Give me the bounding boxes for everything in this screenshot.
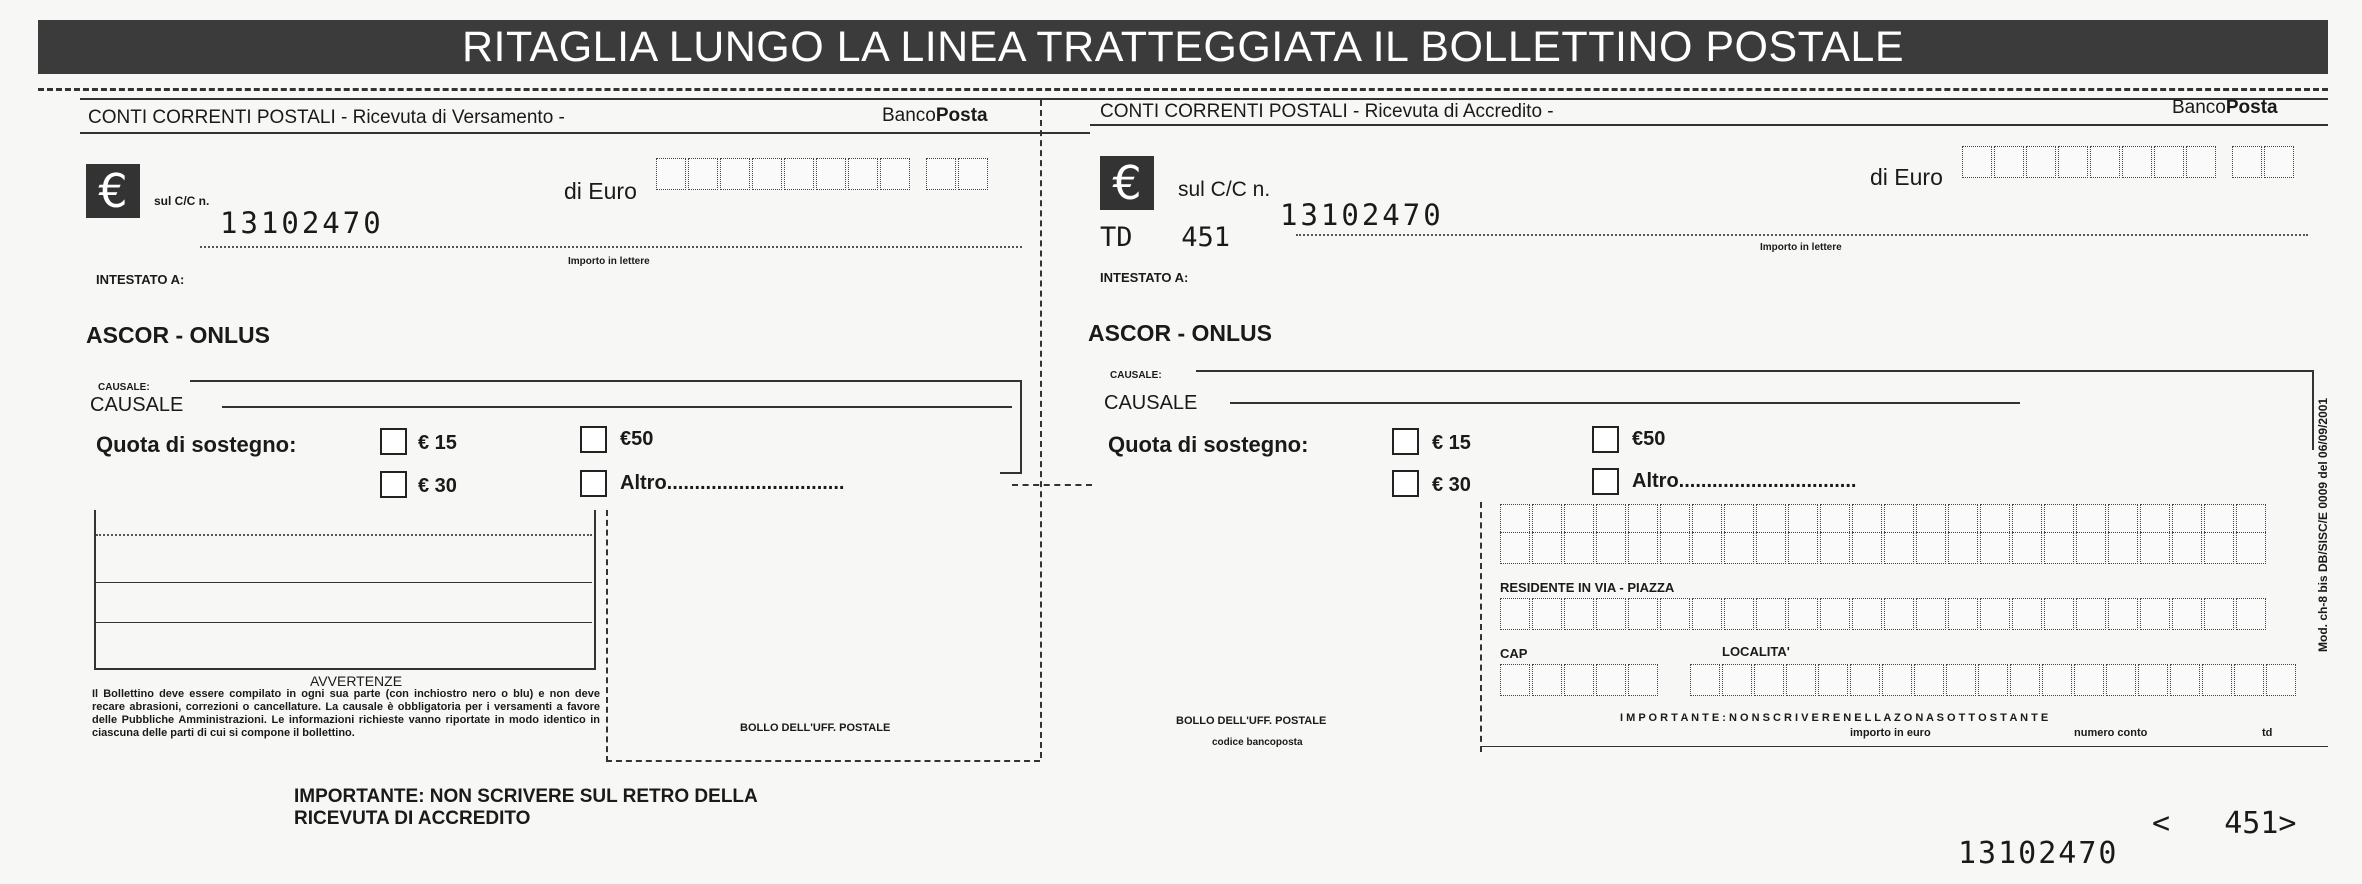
right-checkbox-15[interactable] bbox=[1392, 428, 1419, 455]
header-top-rule bbox=[80, 98, 2328, 100]
right-quota-label: Quota di sostegno: bbox=[1108, 432, 1309, 457]
right-localita-label: LOCALITA' bbox=[1722, 644, 1790, 659]
right-form-model-code: Mod. ch-8 bis DB/SISC/E 0009 del 06/09/2001 bbox=[2316, 397, 2330, 652]
cut-line bbox=[38, 88, 2328, 91]
left-checkbox-50[interactable] bbox=[580, 426, 607, 453]
left-bollo-bottom-border bbox=[606, 760, 1040, 762]
left-address-bottom bbox=[96, 668, 596, 670]
right-codice-bancoposta-label: codice bancoposta bbox=[1212, 737, 1303, 748]
right-euro-icon: € bbox=[1100, 156, 1154, 210]
right-bollo-label: BOLLO DELL'UFF. POSTALE bbox=[1176, 715, 1327, 727]
avvertenze-title: AVVERTENZE bbox=[310, 673, 403, 689]
left-importo-lettere-label: Importo in lettere bbox=[568, 256, 650, 267]
right-importo-lettere-label: Importo in lettere bbox=[1760, 242, 1842, 253]
right-option-altro: Altro................................ bbox=[1632, 470, 1857, 492]
right-cap-boxes[interactable] bbox=[1500, 664, 1660, 696]
left-intestato-label: INTESTATO A: bbox=[96, 272, 185, 287]
cut-instruction-banner: RITAGLIA LUNGO LA LINEA TRATTEGGIATA IL BOLLETTINO POSTALE bbox=[38, 20, 2328, 74]
right-header-bottom-rule bbox=[1090, 124, 2328, 126]
left-quota-label: Quota di sostegno: bbox=[96, 432, 297, 457]
left-importo-line[interactable] bbox=[200, 246, 1022, 248]
left-organization-name: ASCOR - ONLUS bbox=[86, 322, 270, 348]
right-cap-label: CAP bbox=[1500, 646, 1528, 661]
right-causale-input-line[interactable] bbox=[1230, 402, 2020, 404]
center-tick bbox=[1012, 484, 1092, 486]
left-account-number: 13102470 bbox=[220, 206, 384, 240]
right-checkbox-50[interactable] bbox=[1592, 426, 1619, 453]
right-option-30: € 30 bbox=[1432, 474, 1471, 496]
left-causale-small-label: CAUSALE: bbox=[98, 382, 150, 393]
left-address-line-2[interactable] bbox=[96, 582, 592, 583]
right-sul-cc-label: sul C/C n. bbox=[1178, 178, 1271, 201]
left-euro-icon: € bbox=[86, 164, 140, 218]
left-option-altro: Altro................................ bbox=[620, 472, 845, 494]
left-option-15: € 15 bbox=[418, 432, 457, 454]
right-causale-top-line bbox=[1196, 370, 2312, 372]
right-grid-left-border bbox=[1480, 502, 1482, 752]
left-header: CONTI CORRENTI POSTALI - Ricevuta di Versamento - bbox=[88, 107, 565, 128]
right-causale-right-bracket bbox=[2312, 370, 2314, 450]
right-header: CONTI CORRENTI POSTALI - Ricevuta di Accredito - bbox=[1100, 101, 1554, 122]
left-causale-top-line bbox=[190, 380, 1020, 382]
right-importo-euro-label: importo in euro bbox=[1850, 727, 1931, 739]
right-numero-conto-label: numero conto bbox=[2074, 727, 2148, 739]
left-option-50: €50 bbox=[620, 428, 654, 450]
left-checkbox-15[interactable] bbox=[380, 428, 407, 455]
footer-document-code: < 451> bbox=[2152, 806, 2297, 841]
left-checkbox-30[interactable] bbox=[380, 471, 407, 498]
right-td-code: TD 451 bbox=[1100, 222, 1231, 253]
left-causale-bracket-foot bbox=[1000, 472, 1022, 474]
right-importo-line[interactable] bbox=[1296, 234, 2308, 236]
right-account-number: 13102470 bbox=[1280, 198, 1444, 232]
left-sul-cc-label: sul C/C n. bbox=[154, 194, 210, 208]
right-option-50: €50 bbox=[1632, 428, 1666, 450]
right-option-15: € 15 bbox=[1432, 432, 1471, 454]
right-organization-name: ASCOR - ONLUS bbox=[1088, 320, 1272, 346]
footer-account-number: 13102470 bbox=[1958, 836, 2119, 871]
left-amount-boxes[interactable] bbox=[656, 158, 990, 190]
left-causale-input-line[interactable] bbox=[222, 406, 1012, 408]
center-dashed-divider bbox=[1040, 100, 1042, 758]
right-localita-boxes[interactable] bbox=[1690, 664, 2298, 696]
left-option-30: € 30 bbox=[418, 475, 457, 497]
right-checkbox-30[interactable] bbox=[1392, 470, 1419, 497]
right-bancoposta-logo: BancoPosta bbox=[2172, 97, 2278, 118]
right-causale-label: CAUSALE bbox=[1104, 392, 1198, 414]
right-td-small-label: td bbox=[2262, 727, 2273, 739]
left-causale-label: CAUSALE bbox=[90, 394, 184, 416]
left-important-note: IMPORTANTE: NON SCRIVERE SUL RETRO DELLA RICEVUTA DI ACCREDITO bbox=[294, 786, 758, 829]
right-causale-small-label: CAUSALE: bbox=[1110, 370, 1162, 381]
right-important-zone-note: I M P O R T A N T E : N O N S C R I V E R E N E L L A Z O N A S O T T O S T A N T E bbox=[1620, 712, 2049, 724]
left-causale-right-bracket bbox=[1020, 380, 1022, 474]
avvertenze-text: Il Bollettino deve essere compilato in ogni sua parte (con inchiostro nero o blu) e non deve recare abrasioni, correzioni o cancellature. La causale è obbligatoria per i versamenti a favore delle Pubbliche Amministrazioni. Le informazioni richieste vanno riportate in modo identico in ciascuna delle parti di cui si compone il bollettino. bbox=[92, 688, 600, 739]
left-di-euro-label: di Euro bbox=[564, 178, 637, 204]
right-residente-label: RESIDENTE IN VIA - PIAZZA bbox=[1500, 580, 1675, 595]
right-zone-rule bbox=[1482, 746, 2328, 747]
left-checkbox-altro[interactable] bbox=[580, 470, 607, 497]
left-bancoposta-logo: BancoPosta bbox=[882, 105, 988, 126]
left-bollo-left-border bbox=[606, 510, 608, 762]
right-intestato-label: INTESTATO A: bbox=[1100, 270, 1189, 285]
left-address-line-3[interactable] bbox=[96, 622, 592, 623]
right-amount-boxes[interactable] bbox=[1962, 146, 2296, 178]
left-header-bottom-rule bbox=[80, 132, 1090, 134]
left-bollo-label: BOLLO DELL'UFF. POSTALE bbox=[740, 722, 891, 734]
left-address-right-border bbox=[594, 510, 596, 670]
right-name-row-2[interactable] bbox=[1500, 532, 2268, 564]
right-checkbox-altro[interactable] bbox=[1592, 468, 1619, 495]
right-di-euro-label: di Euro bbox=[1870, 164, 1943, 190]
right-address-row[interactable] bbox=[1500, 598, 2268, 630]
left-address-line-1[interactable] bbox=[96, 534, 592, 536]
